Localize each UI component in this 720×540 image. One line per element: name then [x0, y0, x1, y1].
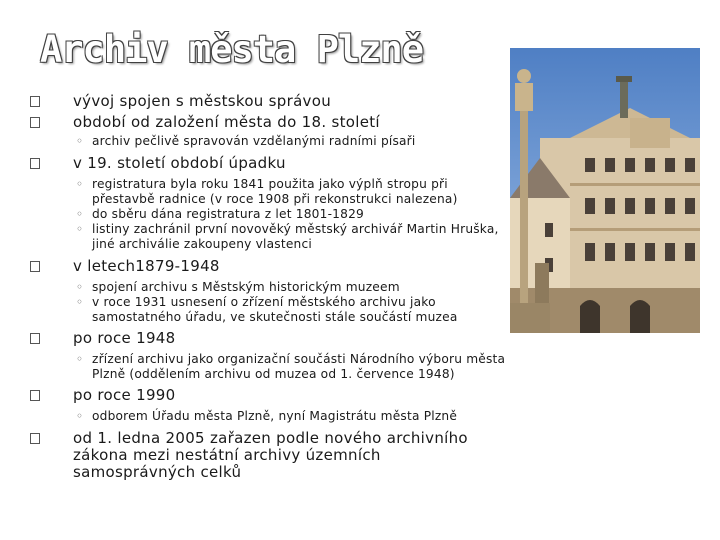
list-item-text: od 1. ledna 2005 zařazen podle nového archivního zákona mezi nestátní archivy územních samosprávných celků	[73, 429, 468, 481]
list-item-text: v roce 1931 usnesení o zřízení městského archivu jako samostatného úřadu, ve skutečnosti stále součástí muzea	[92, 295, 458, 324]
bullet-icon	[30, 433, 40, 444]
bullet-icon	[30, 117, 40, 128]
sub-list-item	[30, 177, 480, 207]
sub-bullet-icon: ◦	[76, 134, 84, 148]
sub-bullet-icon: ◦	[76, 177, 84, 191]
sub-list-item	[30, 207, 550, 222]
bullet-icon	[30, 261, 40, 272]
bullet-icon	[30, 390, 40, 401]
list-item	[30, 258, 550, 275]
list-item	[30, 330, 550, 347]
sub-bullet-icon: ◦	[76, 207, 84, 221]
list-item-text: archiv pečlivě spravován vzdělanými radními písaři	[92, 134, 416, 148]
list-item-text: odborem Úřadu města Plzně, nyní Magistrátu města Plzně	[92, 409, 458, 423]
slide-title: Archiv města Plzně	[40, 28, 423, 71]
list-item-text: zřízení archivu jako organizační součásti Národního výboru města Plzně (oddělením archivu od muzea od 1. července 1948)	[92, 352, 506, 381]
list-item-text: po roce 1990	[73, 386, 176, 404]
sub-list-item	[30, 134, 550, 149]
list-item-text: po roce 1948	[73, 329, 176, 347]
list-item-text: spojení archivu s Městským historickým muzeem	[92, 280, 400, 294]
sub-bullet-icon: ◦	[76, 352, 84, 366]
list-item	[30, 114, 550, 131]
list-item-text: v letech1879-1948	[73, 257, 220, 275]
list-item	[30, 430, 500, 481]
sub-list-item	[30, 352, 520, 382]
sub-bullet-icon: ◦	[76, 295, 84, 309]
list-item-text: registratura byla roku 1841 použita jako výplň stropu při přestavbě radnice (v roce 1908 při rekonstrukci nalezena)	[92, 177, 458, 206]
list-item-text: do sběru dána registratura z let 1801-1829	[92, 207, 364, 221]
sub-bullet-icon: ◦	[76, 280, 84, 294]
bullet-icon	[30, 158, 40, 169]
bullet-list	[30, 93, 550, 481]
list-item-text: vývoj spojen s městskou správou	[73, 92, 332, 110]
list-item	[30, 155, 550, 172]
sub-list-item	[30, 409, 550, 424]
sub-list-item	[30, 295, 480, 325]
list-item-text: období od založení města do 18. století	[73, 113, 380, 131]
sub-list-item	[30, 280, 550, 295]
list-item-text: listiny zachránil první novověký městský archivář Martin Hruška, jiné archiválie zakoupeny vlastenci	[92, 222, 499, 251]
sub-list-item	[30, 222, 520, 252]
list-item-text: v 19. století období úpadku	[73, 154, 286, 172]
sub-bullet-icon: ◦	[76, 222, 84, 236]
bullet-icon	[30, 333, 40, 344]
list-item	[30, 387, 550, 404]
sub-bullet-icon: ◦	[76, 409, 84, 423]
list-item	[30, 93, 550, 110]
bullet-icon	[30, 96, 40, 107]
